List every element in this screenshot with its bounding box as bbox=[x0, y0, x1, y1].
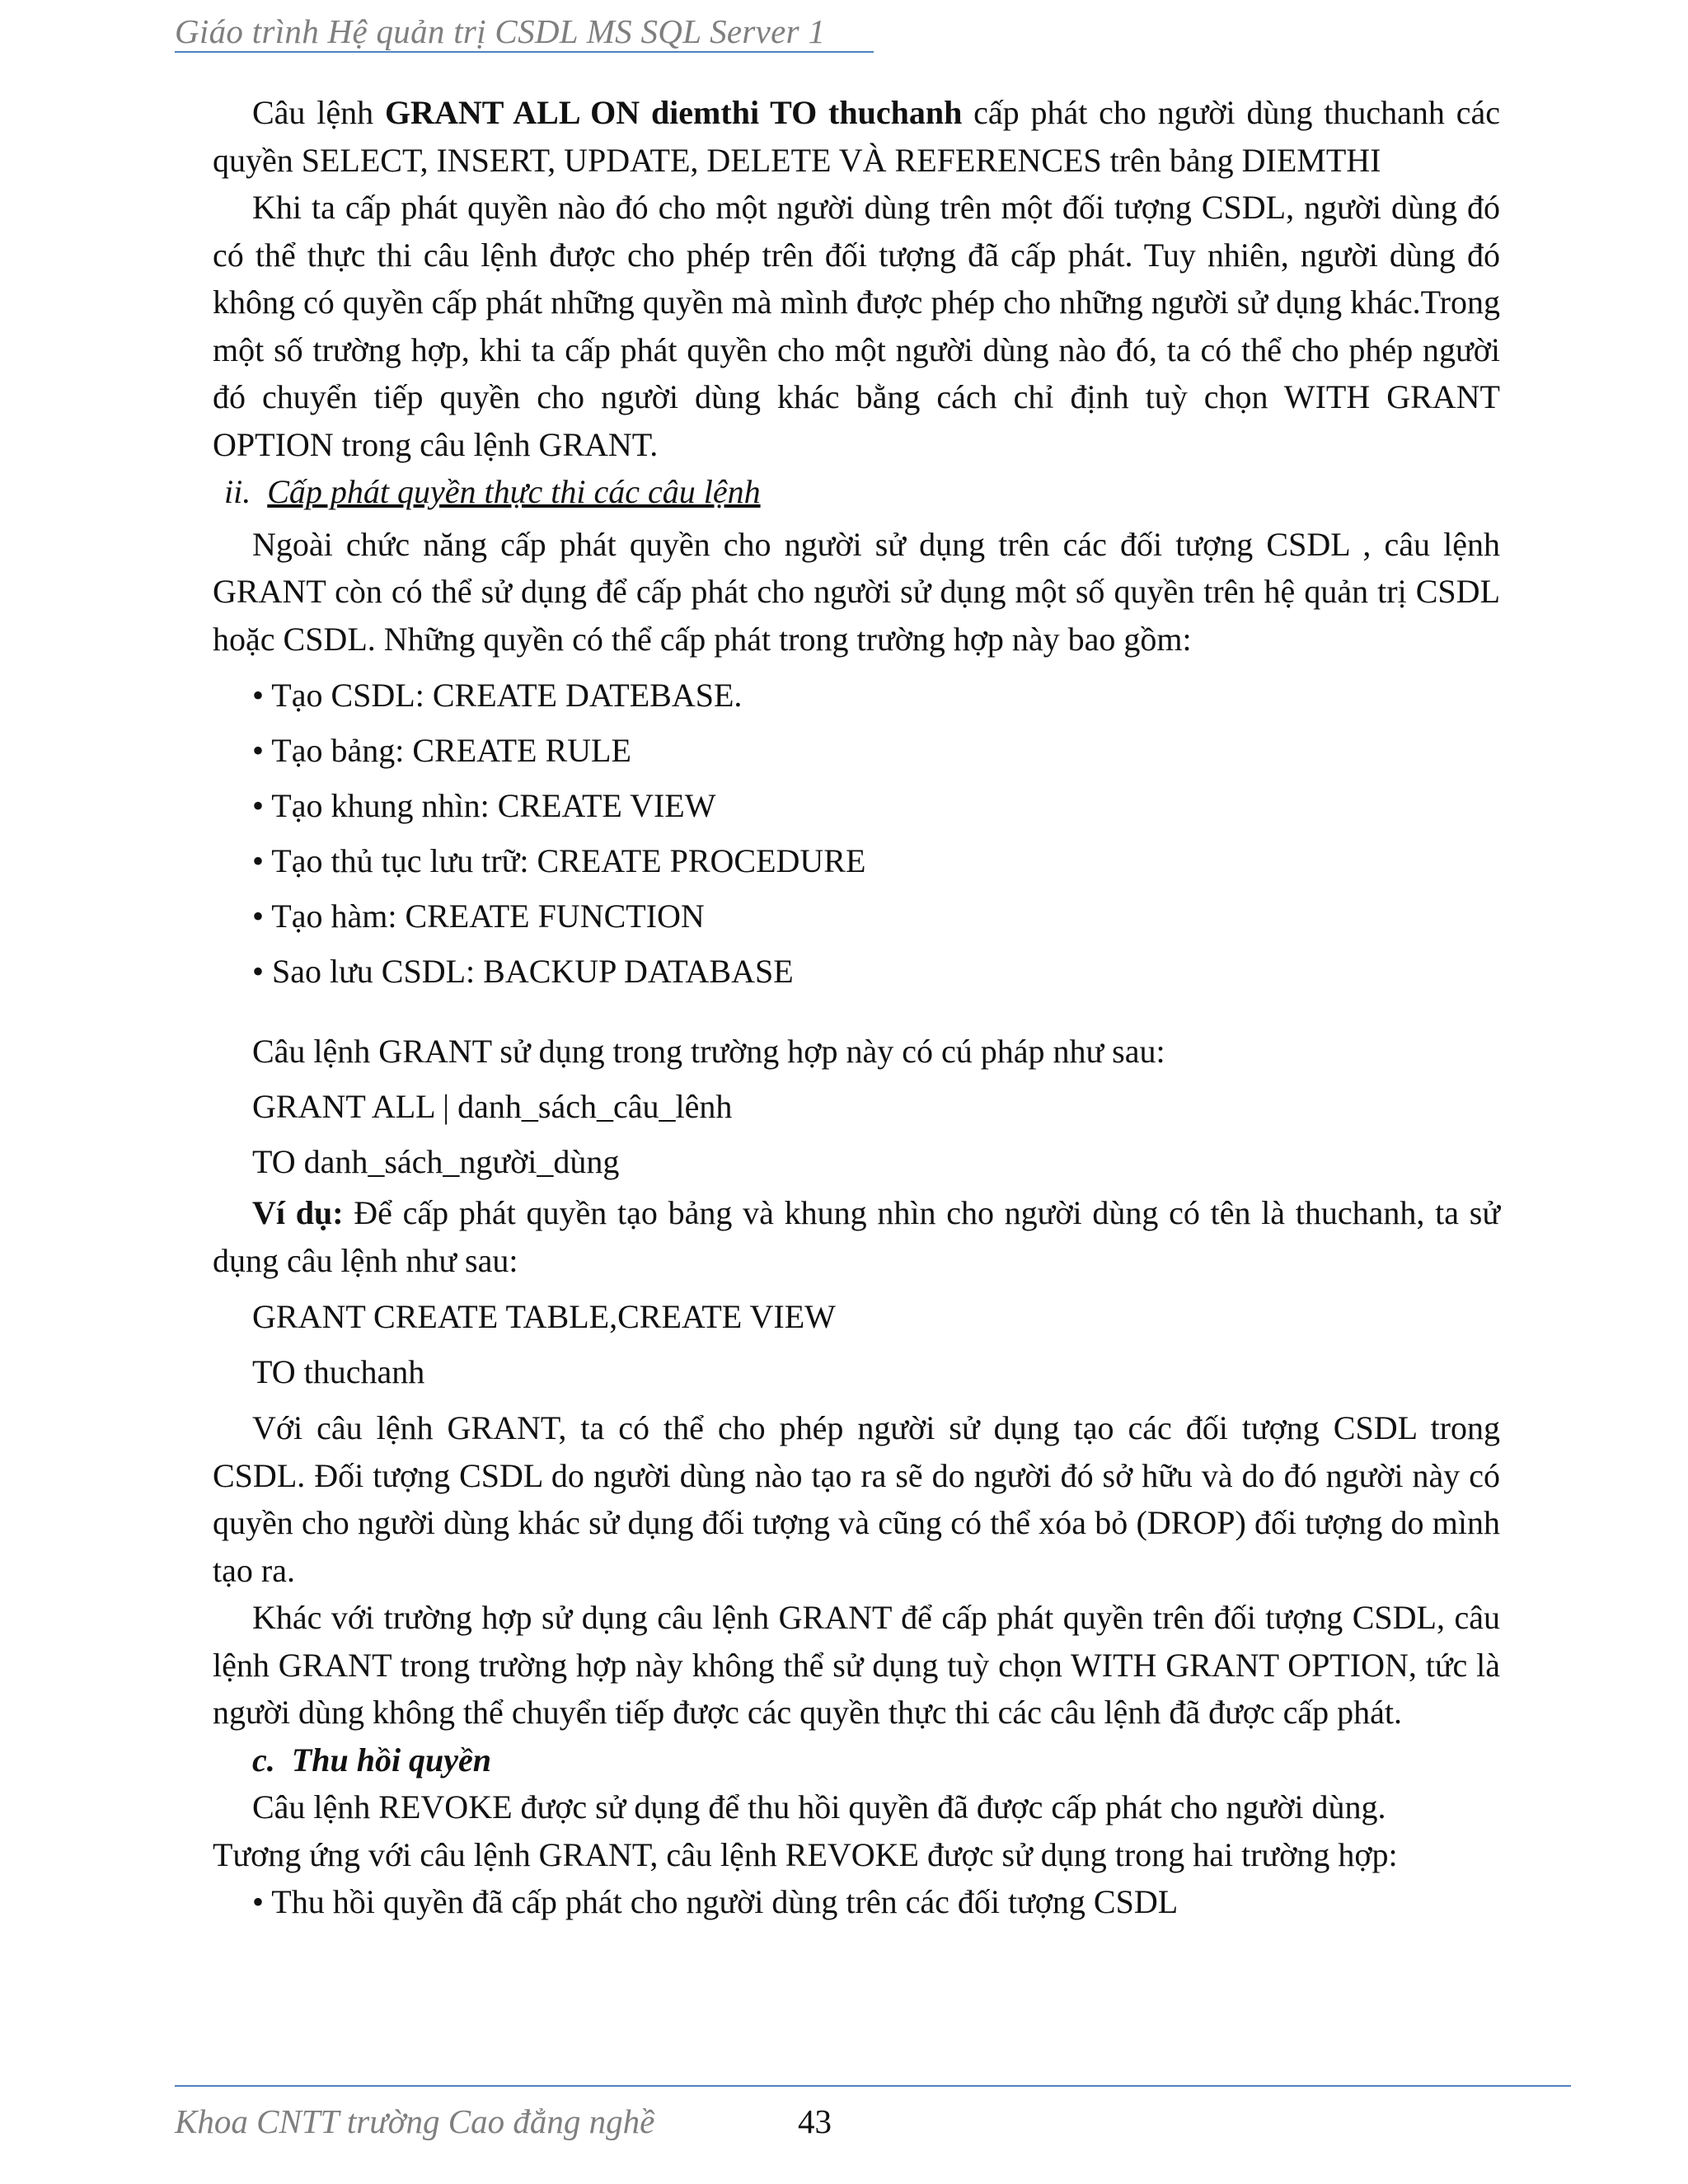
paragraph-revoke-cases: Tương ứng với câu lệnh GRANT, câu lệnh REVOKE được sử dụng trong hai trường hợp: bbox=[213, 1835, 1398, 1873]
syntax-line-1: GRANT ALL | danh_sách_câu_lênh bbox=[252, 1088, 733, 1125]
list-item: • Tạo CSDL: CREATE DATEBASE. bbox=[252, 677, 743, 714]
page-number: 43 bbox=[798, 2102, 832, 2140]
list-item: • Tạo hàm: CREATE FUNCTION bbox=[252, 898, 705, 935]
paragraph-revoke-intro: Câu lệnh REVOKE được sử dụng để thu hồi quyền đã được cấp phát cho người dùng. bbox=[252, 1788, 1386, 1825]
footer-institution: Khoa CNTT trường Cao đẳng nghề bbox=[175, 2102, 655, 2140]
page-content bbox=[213, 89, 1500, 1926]
paragraph-statement-permissions: Ngoài chức năng cấp phát quyền cho người sử dụng trên các đối tượng CSDL , câu lệnh GRANT còn có thể sử dụng để cấp phát cho người sử dụng một số quyền trên hệ quản trị CSDL hoặc CSDL. Những quyền có thể cấp phát trong trường hợp này bao gồm: bbox=[213, 525, 1500, 658]
paragraph-no-grant-option: Khác với trường hợp sử dụng câu lệnh GRANT để cấp phát quyền trên đối tượng CSDL, câu lệnh GRANT trong trường hợp này không thể sử dụng tuỳ chọn WITH GRANT OPTION, tức là người dùng không thể chuyển tiếp được các quyền thực thi các câu lệnh đã được cấp phát. bbox=[213, 1599, 1500, 1731]
permission-list bbox=[213, 668, 1500, 999]
list-item: • Sao lưu CSDL: BACKUP DATABASE bbox=[252, 953, 794, 990]
list-item: • Tạo khung nhìn: CREATE VIEW bbox=[252, 787, 716, 824]
paragraph-object-ownership: Với câu lệnh GRANT, ta có thể cho phép người sử dụng tạo các đối tượng CSDL trong CSDL. Đối tượng CSDL do người dùng nào tạo ra sẽ do người đó sở hữu và do đó người này có quyền cho người dùng khác sử dụng đối tượng và cũng có thể xóa bỏ (DROP) đối tượng do mình tạo ra. bbox=[213, 1409, 1500, 1589]
section-c-text: Thu hồi quyền bbox=[291, 1741, 492, 1779]
footer-rule bbox=[175, 2085, 1571, 2087]
grant-all-statement: GRANT ALL ON diemthi TO thuchanh bbox=[384, 94, 963, 131]
list-item: • Tạo bảng: CREATE RULE bbox=[252, 732, 631, 769]
subheading-number: ii. bbox=[224, 473, 251, 510]
paragraph-grant-option: Khi ta cấp phát quyền nào đó cho một người dùng trên một đối tượng CSDL, người dùng đó có thể thực thi câu lệnh được cho phép trên đối tượng đã cấp phát. Tuy nhiên, người dùng đó không có quyền cấp phát những quyền mà mình được phép cho những người sử dụng khác.Trong một số trường hợp, khi ta cấp phát quyền cho một người dùng nào đó, ta có thể cho phép người đó chuyển tiếp quyền cho người dùng khác bằng cách chỉ định tuỳ chọn WITH GRANT OPTION trong câu lệnh GRANT. bbox=[213, 189, 1500, 463]
paragraph-revoke-object: • Thu hồi quyền đã cấp phát cho người dùng trên các đối tượng CSDL bbox=[252, 1883, 1179, 1920]
section-c-number: c. bbox=[252, 1741, 275, 1779]
spacer bbox=[213, 999, 1500, 1024]
code-line-2: TO thuchanh bbox=[252, 1353, 425, 1390]
subheading-statement-permissions bbox=[224, 468, 1500, 516]
subheading-text: Cấp phát quyền thực thi các câu lệnh bbox=[267, 473, 761, 510]
example-label: Ví dụ: bbox=[252, 1194, 344, 1231]
grant-all-pre: Câu lệnh bbox=[252, 94, 385, 131]
syntax-line-2: TO danh_sách_người_dùng bbox=[252, 1143, 620, 1180]
paragraph-grant-all bbox=[213, 89, 1500, 184]
section-c-heading bbox=[213, 1736, 1500, 1784]
example-text: Để cấp phát quyền tạo bảng và khung nhìn cho người dùng có tên là thuchanh, ta sử dụng câu lệnh như sau: bbox=[213, 1194, 1501, 1279]
code-line-1: GRANT CREATE TABLE,CREATE VIEW bbox=[252, 1298, 836, 1335]
list-item: • Tạo thủ tục lưu trữ: CREATE PROCEDURE bbox=[252, 842, 866, 879]
header-title: Giáo trình Hệ quản trị CSDL MS SQL Server 1 bbox=[175, 12, 826, 50]
header-rule bbox=[175, 51, 874, 53]
example-paragraph bbox=[213, 1189, 1500, 1284]
syntax-intro: Câu lệnh GRANT sử dụng trong trường hợp này có cú pháp như sau: bbox=[252, 1033, 1165, 1070]
grant-all-post: cấp phát cho người dùng thuchanh các quyền SELECT, INSERT, UPDATE, DELETE VÀ REFERENCES trên bảng DIEMTHI bbox=[213, 94, 1500, 179]
